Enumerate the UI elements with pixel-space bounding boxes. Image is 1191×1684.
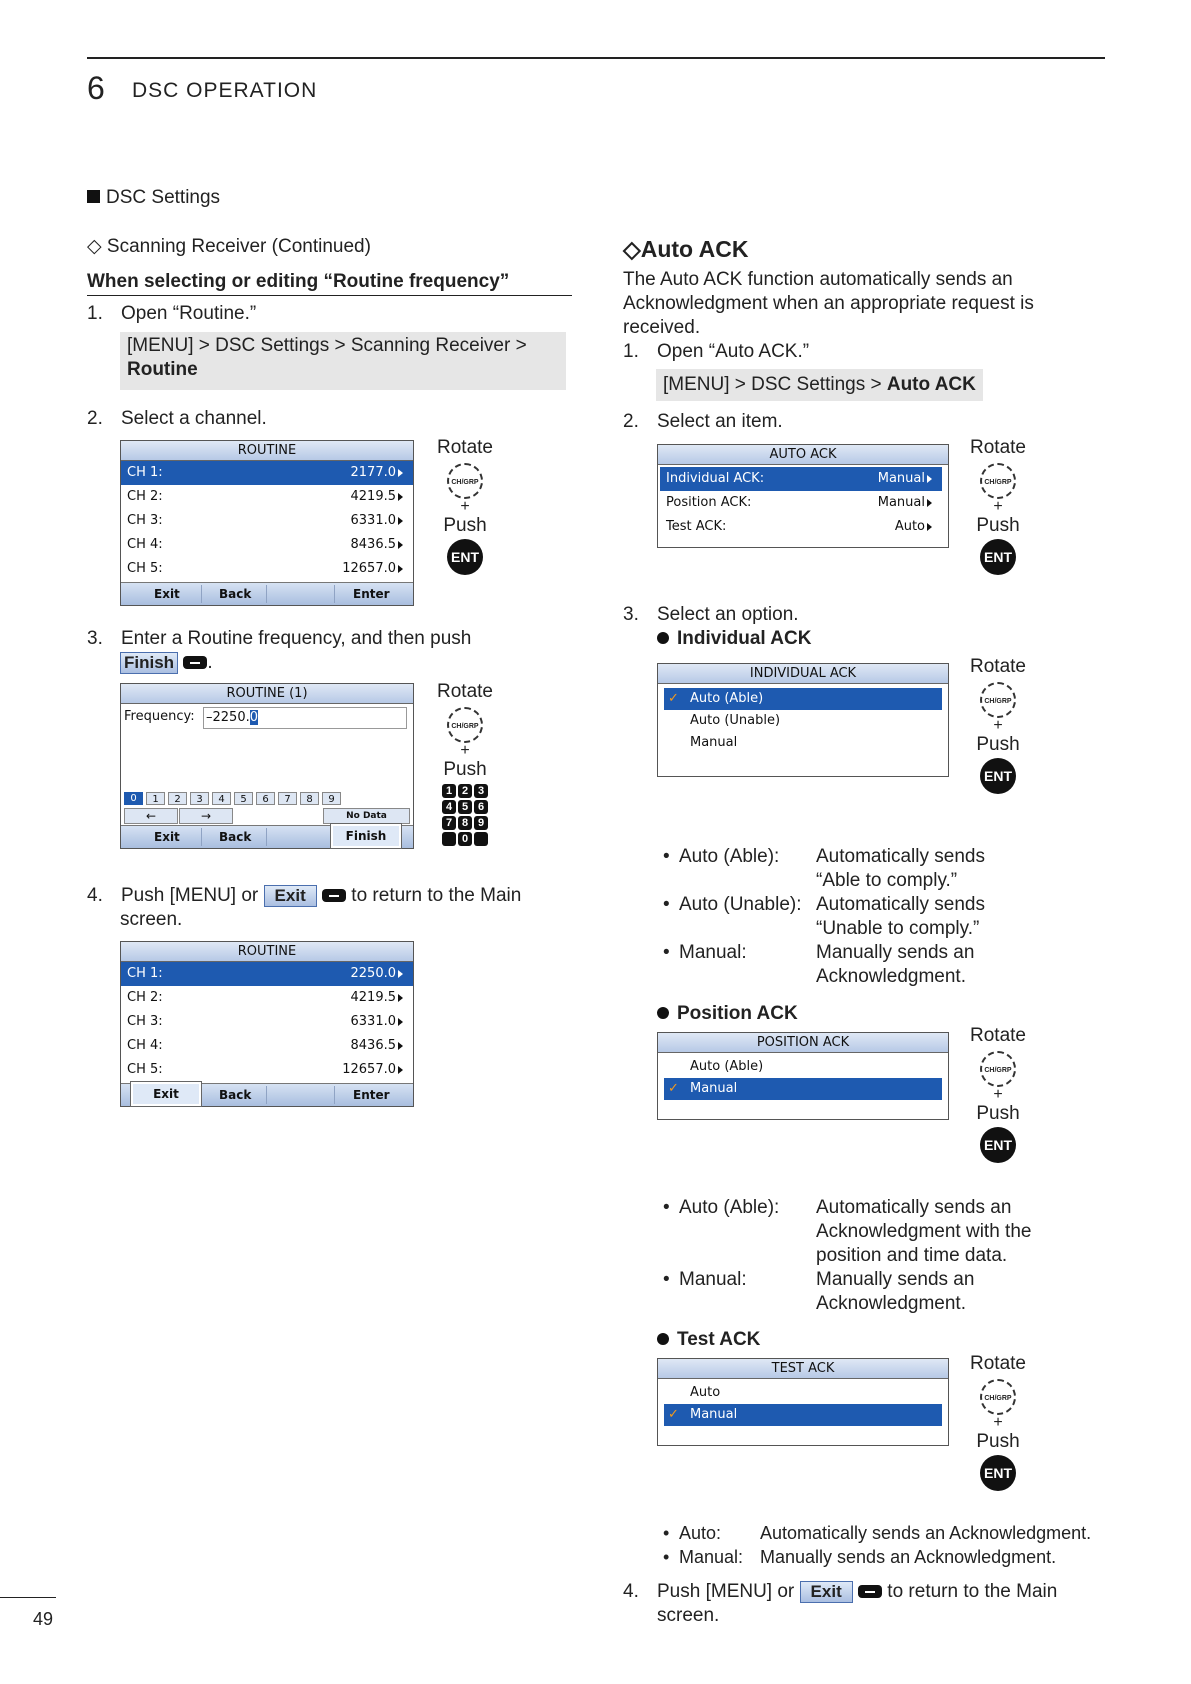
- screen-title: TEST ACK: [658, 1359, 948, 1379]
- menu-row[interactable]: Test ACK: Auto: [660, 515, 942, 539]
- position-ack-title: Position ACK: [657, 1002, 798, 1026]
- intro-line: Acknowledgment when an appropriate request is: [623, 293, 1034, 314]
- ch-grp-dial-icon[interactable]: CH/GRP: [980, 1051, 1016, 1087]
- bullet-icon: [657, 1333, 669, 1345]
- routine-edit-screen: ROUTINE (1) Frequency: –2250.0 0 1 2 3 4 5 6 7 8 9 ← → No Data Exit Back Finish: [120, 683, 414, 849]
- check-icon: ✓: [668, 691, 679, 706]
- cursor-left-key[interactable]: ←: [124, 808, 178, 824]
- digit-key[interactable]: 6: [256, 792, 275, 805]
- cursor-right-key[interactable]: →: [179, 808, 233, 824]
- softkey-bar: [121, 582, 413, 605]
- digit-key[interactable]: 5: [234, 792, 253, 805]
- exit-key-icon: Exit: [800, 1581, 853, 1603]
- screen-title: ROUTINE: [121, 441, 413, 461]
- right-menu-path: [MENU] > DSC Settings > Auto ACK: [656, 369, 983, 401]
- exit-softkey[interactable]: Exit: [131, 1082, 201, 1106]
- subsection-title: ◇ Scanning Receiver (Continued): [87, 236, 371, 257]
- option-item[interactable]: ✓ Manual: [664, 1404, 942, 1426]
- dial-control[interactable]: Rotate CH/GRP + Push ENT: [967, 656, 1029, 794]
- ch-grp-dial-icon[interactable]: CH/GRP: [447, 463, 483, 499]
- routine-screen-1: [120, 440, 414, 606]
- screen-title: AUTO ACK: [658, 445, 948, 465]
- channel-row[interactable]: CH 5: 12657.0: [121, 1058, 413, 1082]
- diamond-icon: ◇: [623, 236, 641, 262]
- digit-key[interactable]: 0: [124, 792, 143, 805]
- screen-title: ROUTINE: [121, 942, 413, 962]
- ch-grp-dial-icon[interactable]: CH/GRP: [980, 463, 1016, 499]
- individual-ack-screen: [657, 663, 949, 777]
- enter-softkey[interactable]: Enter: [353, 1088, 390, 1102]
- dial-control[interactable]: Rotate CH/GRP + Push ENT: [967, 1025, 1029, 1163]
- option-item[interactable]: ✓ Manual: [664, 1078, 942, 1100]
- left-step-3-key: Finish .: [120, 651, 213, 675]
- channel-row[interactable]: CH 1: 2177.0: [121, 461, 413, 485]
- exit-softkey[interactable]: Exit: [154, 587, 180, 601]
- auto-ack-screen: [657, 444, 949, 548]
- test-desc: • Auto: Automatically sends an Acknowledgment. • Manual: Manually sends an Acknowledgment.: [663, 1523, 1092, 1567]
- ent-key-icon[interactable]: ENT: [980, 1455, 1016, 1491]
- enter-softkey[interactable]: Enter: [353, 587, 390, 601]
- dial-control[interactable]: Rotate CH/GRP + Push ENT: [967, 437, 1029, 575]
- intro-line: received.: [623, 317, 701, 338]
- channel-row[interactable]: CH 2: 4219.5: [121, 485, 413, 509]
- back-softkey[interactable]: Back: [219, 1088, 252, 1102]
- check-icon: ✓: [668, 1407, 679, 1422]
- dial-control[interactable]: Rotate CH/GRP + Push 1 2 3 4 5 6 7 8 9 0: [437, 681, 493, 845]
- keypad-icon[interactable]: 1 2 3 4 5 6 7 8 9 0: [442, 784, 488, 846]
- digit-key[interactable]: 7: [278, 792, 297, 805]
- footer-rule: [0, 1597, 56, 1598]
- ent-key-icon[interactable]: ENT: [447, 539, 483, 575]
- right-step-2: 2. Select an item.: [623, 411, 783, 432]
- dial-control[interactable]: Rotate CH/GRP + Push ENT: [434, 437, 496, 575]
- screen-title: ROUTINE (1): [121, 684, 413, 704]
- minus-key-icon: [183, 656, 207, 669]
- minus-key-icon: [858, 1585, 882, 1598]
- left-step-3: 3. Enter a Routine frequency, and then push: [87, 628, 472, 649]
- option-item[interactable]: Manual: [690, 735, 738, 750]
- ent-key-icon[interactable]: ENT: [980, 758, 1016, 794]
- option-item[interactable]: Auto: [690, 1385, 721, 1400]
- back-softkey[interactable]: Back: [219, 587, 252, 601]
- square-bullet-icon: [87, 190, 100, 203]
- option-item[interactable]: ✓ Auto (Able): [664, 688, 942, 710]
- page-number: 49: [33, 1609, 54, 1629]
- diamond-icon: ◇: [87, 236, 107, 257]
- ent-key-icon[interactable]: ENT: [980, 539, 1016, 575]
- individual-ack-title: Individual ACK: [657, 627, 811, 651]
- finish-softkey[interactable]: Finish: [331, 824, 401, 848]
- heading-rule: [87, 295, 572, 296]
- minus-key-icon: [322, 889, 346, 902]
- bullet-icon: [657, 632, 669, 644]
- channel-row[interactable]: CH 4: 8436.5: [121, 1034, 413, 1058]
- digit-key[interactable]: 1: [146, 792, 165, 805]
- softkey-bar: [121, 825, 413, 848]
- right-step-4-cont: screen.: [657, 1605, 720, 1626]
- chapter-number: 6: [87, 70, 105, 106]
- option-item[interactable]: Auto (Able): [690, 1059, 764, 1074]
- left-step-2: 2. Select a channel.: [87, 408, 267, 429]
- left-step-4: 4. Push [MENU] or Exit to return to the Main: [87, 885, 522, 906]
- channel-row[interactable]: CH 5: 12657.0: [121, 557, 413, 581]
- digit-key[interactable]: 2: [168, 792, 187, 805]
- channel-row[interactable]: CH 1: 2250.0: [121, 962, 413, 986]
- menu-row[interactable]: Position ACK: Manual: [660, 491, 942, 515]
- left-menu-path: [MENU] > DSC Settings > Scanning Receiver > Routine: [120, 332, 566, 390]
- digit-key[interactable]: 3: [190, 792, 209, 805]
- position-desc: • Auto (Able): Automatically sends an Acknowledgment with the position and time data. • Manual: Manually sends an Acknowledgment.: [663, 1197, 1032, 1314]
- test-ack-screen: [657, 1358, 949, 1446]
- section-title: DSC Settings: [87, 186, 220, 210]
- back-softkey[interactable]: Back: [219, 830, 252, 844]
- menu-row[interactable]: Individual ACK: Manual: [660, 467, 942, 491]
- channel-row[interactable]: CH 4: 8436.5: [121, 533, 413, 557]
- header-rule: [87, 57, 1105, 59]
- frequency-input[interactable]: –2250.0: [203, 707, 407, 729]
- exit-key-icon: Exit: [264, 885, 317, 907]
- left-step-4-cont: screen.: [120, 909, 183, 930]
- digit-key[interactable]: 4: [212, 792, 231, 805]
- screen-title: INDIVIDUAL ACK: [658, 664, 948, 684]
- bullet-icon: [657, 1007, 669, 1019]
- ch-grp-dial-icon[interactable]: CH/GRP: [980, 682, 1016, 718]
- digit-key[interactable]: 8: [300, 792, 319, 805]
- left-heading: When selecting or editing “Routine frequency”: [87, 271, 510, 292]
- ch-grp-dial-icon[interactable]: CH/GRP: [980, 1379, 1016, 1415]
- digit-keys: [124, 792, 341, 805]
- routine-screen-2: [120, 941, 414, 1107]
- channel-row[interactable]: CH 3: 6331.0: [121, 509, 413, 533]
- left-step-1: 1. Open “Routine.”: [87, 303, 257, 324]
- dial-control[interactable]: Rotate CH/GRP + Push ENT: [967, 1353, 1029, 1491]
- intro-line: The Auto ACK function automatically sends an: [623, 269, 1013, 290]
- test-ack-title: Test ACK: [657, 1328, 760, 1352]
- screen-title: POSITION ACK: [658, 1033, 948, 1053]
- softkey-bar: [121, 1083, 413, 1106]
- right-heading: ◇Auto ACK: [623, 236, 749, 262]
- exit-softkey[interactable]: Exit: [154, 830, 180, 844]
- ent-key-icon[interactable]: ENT: [980, 1127, 1016, 1163]
- right-step-4: 4. Push [MENU] or Exit to return to the Main: [623, 1581, 1058, 1602]
- chapter-title: DSC OPERATION: [132, 79, 318, 102]
- channel-row[interactable]: CH 2: 4219.5: [121, 986, 413, 1010]
- finish-key-icon: Finish: [120, 652, 178, 674]
- check-icon: ✓: [668, 1081, 679, 1096]
- individual-desc: • Auto (Able): Automatically sends “Able to comply.” • Auto (Unable): Automatically sends “Unable to comply.” • Manual: Manually sends an Acknowledgment.: [663, 846, 985, 987]
- position-ack-screen: [657, 1032, 949, 1120]
- right-step-1: 1. Open “Auto ACK.”: [623, 341, 810, 362]
- option-item[interactable]: Auto (Unable): [690, 713, 781, 728]
- right-step-3: 3. Select an option.: [623, 604, 799, 625]
- channel-row[interactable]: CH 3: 6331.0: [121, 1010, 413, 1034]
- no-data-key[interactable]: No Data: [323, 808, 410, 824]
- ch-grp-dial-icon[interactable]: CH/GRP: [447, 707, 483, 743]
- digit-key[interactable]: 9: [322, 792, 341, 805]
